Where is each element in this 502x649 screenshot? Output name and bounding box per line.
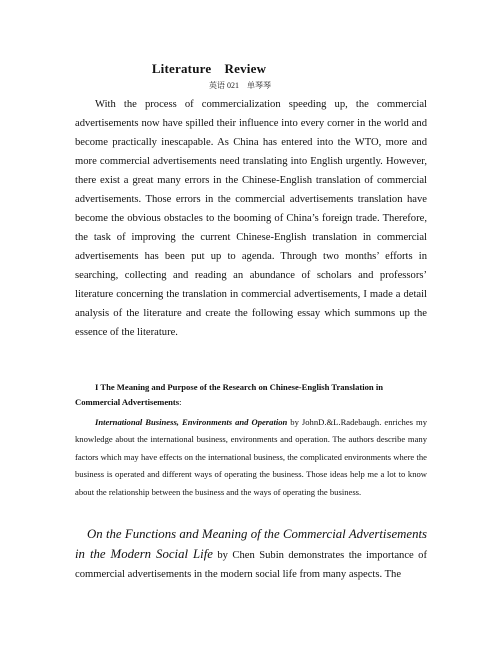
paragraph-text: by JohnD.&L.Radebaugh. enriches my knowledge about the international business, environments and operation. The authors describe many factors which may have effects on the international business, the complicated environments where the business is operated and different ways of operating the business. Those ideas help me a lot to know about the relationship between the business and the ways of operating the business. — [75, 417, 427, 497]
section-heading-text: I The Meaning and Purpose of the Research on Chinese-English Translation in Commercial Advertisements — [75, 382, 384, 407]
section-heading — [75, 380, 427, 410]
document-author: 英语 021 单琴琴 — [209, 81, 271, 90]
book-title: International Business, Environments and Operation — [95, 417, 288, 427]
article-title: On the Functions and Meaning of the Commercial Advertisements in the Modern Social Life — [75, 527, 427, 561]
paragraph-functions-meaning — [75, 525, 427, 584]
intro-paragraph: With the process of commercialization speeding up, the commercial advertisements now have spilled their influence into every corner in the world and become practically inescapable. As China has entered into the WTO, more and more commercial advertisements need translating into English urgently. However, there exist a great many errors in the Chinese-English translation of commercial advertisements. Those errors in the commercial advertisements translation have become the obvious obstacles to the booming of China’s foreign trade. Therefore, the task of improving the current Chinese-English translation in commercial advertisements has been put up to agenda. Through two months’ efforts in searching, collecting and reading an abundance of scholars and professors’ literature concerning the translation in commercial advertisements, I made a detail analysis of the literature and create the following essay which summons up the essence of the literature. — [75, 99, 427, 338]
document-title: Literature Review — [151, 61, 267, 76]
paragraph-international-business — [75, 414, 427, 501]
paragraph-text: by Chen Subin demonstrates the importance of commercial advertisements in the modern social life from many aspects. The — [75, 550, 427, 580]
section-heading-colon: : — [179, 397, 182, 407]
